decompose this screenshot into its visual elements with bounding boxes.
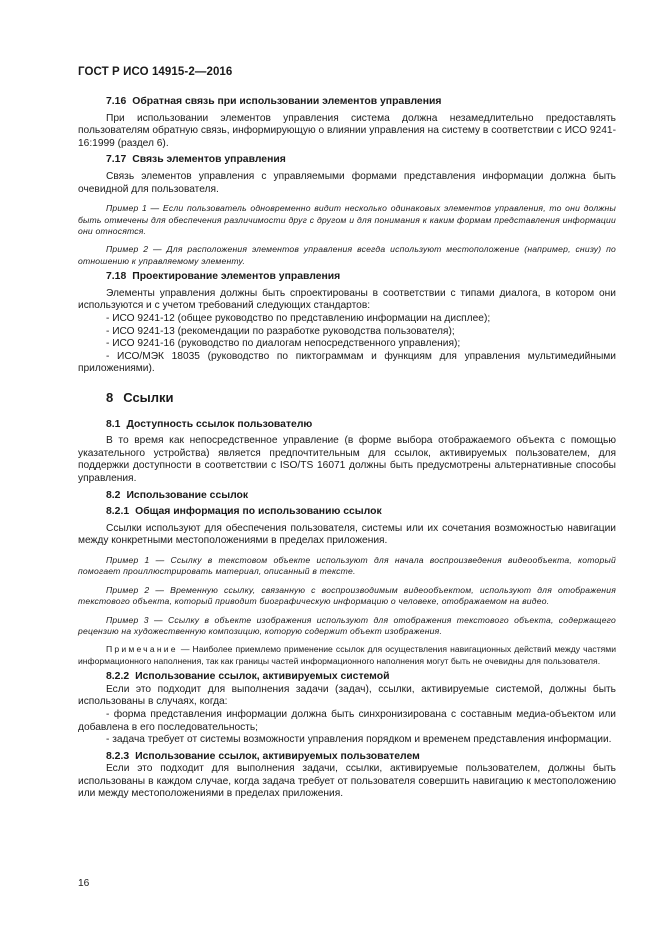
- section-title: Использование ссылок: [126, 489, 249, 501]
- section-heading-8-2-2: [78, 671, 616, 684]
- section-heading-8-2: [78, 490, 616, 503]
- section-title: Использование ссылок, активируемых пользователем: [135, 750, 420, 762]
- note-label: Примечание: [106, 644, 178, 655]
- section-title: Использование ссылок, активируемых системой: [135, 671, 390, 683]
- list-item: - ИСО 9241-16 (руководство по диалогам непосредственного управления);: [106, 338, 461, 350]
- paragraph: Элементы управления должны быть спроектированы в соответствии с типами диалога, в котором они используются и с учетом требований следующих стандартов:: [78, 287, 616, 312]
- page-number: 16: [78, 878, 90, 889]
- chapter-heading-8: [78, 389, 616, 405]
- example-1: Пример 1 — Если пользователь одновременно видит несколько одинаковых элементов управления, то они должны быть отмечены для обеспечения различимости друг с другом и для понимания к каким формам представления информации они относятся.: [78, 203, 616, 236]
- example-2: Пример 2 — Временную ссылку, связанную с воспроизводимым видеообъектом, используют для отображения текстового объекта, который приводит биографическую информацию о человеке, отображаемом на видео.: [78, 584, 616, 607]
- page-body: [78, 92, 616, 801]
- list-item: - ИСО 9241-12 (общее руководство по представлению информации на дисплее);: [106, 312, 491, 324]
- section-number: 7.18: [106, 271, 127, 283]
- example-3: Пример 3 — Ссылку в объекте изображения используют для отображения текстового объекта, содержащего рецензию на художественную композицию, которую содержит объект изображения.: [78, 614, 616, 636]
- example-1: Пример 1 — Ссылку в текстовом объекте используют для начала воспроизведения видеообъекта, который помогает проиллюстрировать материал, описанный в тексте.: [78, 554, 616, 577]
- paragraph: В то время как непосредственное управление (в форме выбора отображаемого объекта с помощью указательного устройства) является предпочтительным для ссылок, активируемых пользователем, для поддержки доступности в соответствии с ISO/TS 16071 должны быть предусмотрены альтернативные способы управления.: [78, 435, 616, 484]
- section-title: Связь элементов управления: [132, 154, 286, 166]
- section-title: Проектирование элементов управления: [132, 271, 341, 283]
- list-item: - ИСО 9241-13 (рекомендации по разработке руководства пользователя);: [106, 325, 455, 337]
- section-number: 8.1: [106, 418, 121, 430]
- section-heading-8-1: [78, 419, 616, 432]
- section-number: 8.2: [106, 489, 121, 501]
- paragraph: Ссылки используют для обеспечения пользователя, системы или их сочетания возможностью навигации между конкретными местоположениями в пределах приложения.: [78, 522, 616, 547]
- chapter-title: Ссылки: [123, 389, 174, 405]
- running-header: ГОСТ Р ИСО 14915-2—2016: [78, 66, 233, 78]
- list-item: - задача требует от системы возможности управления порядком и временем представления информации.: [106, 734, 612, 746]
- section-title: Общая информация по использованию ссылок: [135, 506, 382, 518]
- section-heading-8-2-3: [78, 751, 616, 764]
- section-number: 8.2.3: [106, 750, 130, 762]
- paragraph: Если это подходит для выполнения задачи (задач), ссылки, активируемые системой, должны быть использованы в случаях, когда:: [78, 683, 616, 708]
- chapter-number: 8: [106, 389, 114, 405]
- section-number: 8.2.2: [106, 671, 130, 683]
- section-number: 7.17: [106, 154, 127, 166]
- section-title: Доступность ссылок пользователю: [126, 418, 313, 430]
- paragraph: Если это подходит для выполнения задачи, ссылки, активируемые пользователем, должны быть использованы в каждом случае, когда задача требует от пользователя совершить навигацию к местоположению или между местоположениями в пределах приложения.: [78, 763, 616, 800]
- section-heading-8-2-1: [78, 506, 616, 519]
- section-number: 8.2.1: [106, 506, 130, 518]
- list-item: - форма представления информации должна быть синхронизирована с составным медиа-объектом или добавлена в его последовательность;: [78, 708, 616, 733]
- section-heading-7-17: [78, 154, 616, 167]
- section-heading-7-16: [78, 96, 616, 109]
- list-item: - ИСО/МЭК 18035 (руководство по пиктограммам и функциям для управления мультимедийными приложениями).: [78, 350, 616, 375]
- section-number: 7.16: [106, 96, 127, 107]
- note: [78, 644, 616, 667]
- note-text: — Наиболее приемлемо применение ссылок для осуществления навигационных действий между частями информационного наполнения, так как границы частей информационного наполнения могут быть не очевидны для пользователя.: [78, 644, 616, 666]
- paragraph: При использовании элементов управления система должна незамедлительно предоставлять пользователям обратную связь, информирующую о влиянии управления на систему в соответствии с ИСО 9241-16:1999 (раздел 6).: [78, 112, 616, 149]
- example-2: Пример 2 — Для расположения элементов управления всегда используют местоположение (например, снизу) по отношению к управляемому элементу.: [78, 244, 616, 266]
- section-heading-7-18: [78, 271, 616, 284]
- paragraph: Связь элементов управления с управляемыми формами представления информации должна быть очевидной для пользователя.: [78, 170, 616, 195]
- section-title: Обратная связь при использовании элементов управления: [132, 96, 442, 107]
